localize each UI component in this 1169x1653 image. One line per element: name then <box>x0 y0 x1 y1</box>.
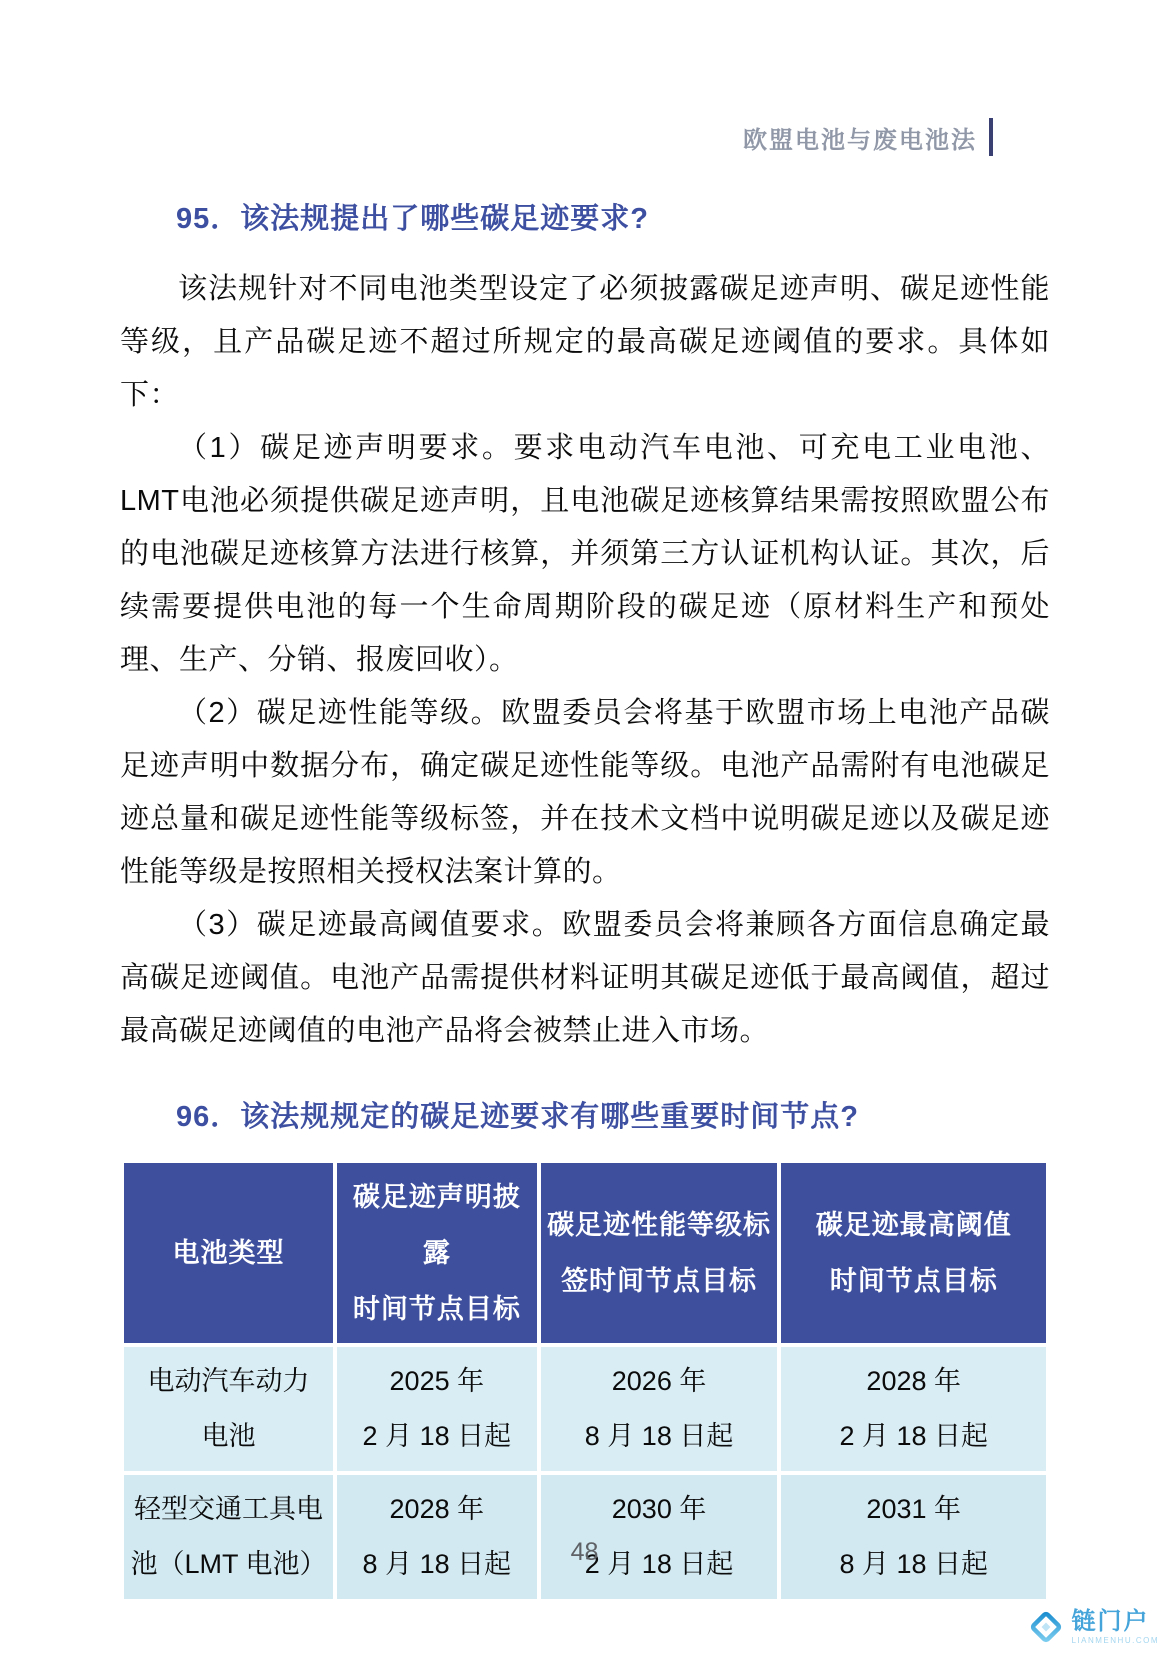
table-cell-text: 8 月 18 日起 <box>584 1421 734 1451</box>
paragraph-item-1: （1）碳足迹声明要求。要求电动汽车电池、可充电工业电池、LMT电池必须提供碳足迹声明，且电池碳足迹核算结果需按照欧盟公布的电池碳足迹核算方法进行核算，并须第三方认证机构认证。其次，后续需要提供电池的每一个生命周期阶段的碳足迹（原材料生产和预处理、生产、分销、报废回收）。 <box>120 432 1050 676</box>
header-cell-text: 碳足迹性能等级标 <box>547 1210 772 1240</box>
table-cell-text: 电动汽车动力 <box>147 1366 310 1396</box>
table-cell-text: 8 月 18 日起 <box>362 1549 512 1579</box>
table-header-max-threshold-deadline <box>779 1161 1048 1345</box>
table-row-lmt-battery <box>122 1473 1048 1601</box>
watermark-text <box>1071 1607 1159 1645</box>
table-header-row <box>122 1161 1048 1345</box>
paragraph-item-3: （3）碳足迹最高阈值要求。欧盟委员会将兼顾各方面信息确定最高碳足迹阈值。电池产品需提供材料证明其碳足迹低于最高阈值，超过最高碳足迹阈值的电池产品将会被禁止进入市场。 <box>120 909 1050 1047</box>
cell-performance-label-date <box>539 1473 780 1601</box>
table-cell-text: 轻型交通工具电 <box>133 1494 323 1524</box>
table-cell-text: 2028 年 <box>389 1494 485 1524</box>
running-header-title: 欧盟电池与废电池法 <box>743 126 977 154</box>
table-header-battery-type <box>122 1161 335 1345</box>
table-cell-text: 2 月 18 日起 <box>362 1421 512 1451</box>
table-cell-text: 2026 年 <box>611 1366 707 1396</box>
header-cell-text: 时间节点目标 <box>829 1266 998 1296</box>
table-cell-text: 2030 年 <box>611 1494 707 1524</box>
header-cell-text: 碳足迹声明披露 <box>352 1182 521 1268</box>
cell-max-threshold-date <box>779 1473 1048 1601</box>
table-cell-text: 2028 年 <box>866 1366 961 1396</box>
table-cell-text: 2 月 18 日起 <box>584 1549 734 1579</box>
table-head <box>122 1161 1048 1345</box>
page-header <box>743 118 993 156</box>
header-cell-text: 签时间节点目标 <box>561 1266 758 1296</box>
page-number: 48 <box>570 1538 599 1566</box>
question-95-heading: 95．该法规提出了哪些碳足迹要求? <box>176 203 649 235</box>
table-cell-text: 8 月 18 日起 <box>839 1549 988 1579</box>
cell-battery-type <box>122 1473 335 1601</box>
carbon-footprint-timeline-table <box>120 1159 1050 1603</box>
cell-performance-label-date <box>539 1345 780 1473</box>
cell-declaration-date <box>335 1473 539 1601</box>
table-header-declaration-deadline <box>335 1161 539 1345</box>
watermark-site-name: 链门户 <box>1071 1607 1150 1635</box>
header-accent-bar <box>989 118 993 156</box>
page-content <box>120 196 1050 1603</box>
paragraph-item-2: （2）碳足迹性能等级。欧盟委员会将基于欧盟市场上电池产品碳足迹声明中数据分布，确定碳足迹性能等级。电池产品需附有电池碳足迹总量和碳足迹性能等级标签，并在技术文档中说明碳足迹以及碳足迹性能等级是按照相关授权法案计算的。 <box>120 697 1050 888</box>
table-cell-text: 2 月 18 日起 <box>839 1421 988 1451</box>
table-cell-text: 2025 年 <box>389 1366 485 1396</box>
header-cell-text: 电池类型 <box>172 1238 285 1268</box>
watermark-site-domain: LIANMENHU.COM <box>1071 1635 1159 1645</box>
table-cell-text: 2031 年 <box>866 1494 961 1524</box>
table-cell-text: 电池 <box>201 1421 256 1451</box>
table-cell-text: 池（LMT 电池） <box>130 1549 327 1579</box>
header-cell-text: 时间节点目标 <box>352 1294 521 1324</box>
cell-max-threshold-date <box>779 1345 1048 1473</box>
table-row-ev-battery <box>122 1345 1048 1473</box>
site-watermark <box>1028 1609 1159 1645</box>
cell-declaration-date <box>335 1345 539 1473</box>
cell-battery-type <box>122 1345 335 1473</box>
paragraph-intro: 该法规针对不同电池类型设定了必须披露碳足迹声明、碳足迹性能等级，且产品碳足迹不超过所规定的最高碳足迹阈值的要求。具体如下： <box>120 273 1050 411</box>
header-cell-text: 碳足迹最高阈值 <box>815 1210 1012 1240</box>
table-header-performance-label-deadline <box>539 1161 780 1345</box>
lianmenhu-logo-icon <box>1028 1609 1064 1645</box>
question-96-heading: 96．该法规规定的碳足迹要求有哪些重要时间节点? <box>176 1101 859 1133</box>
